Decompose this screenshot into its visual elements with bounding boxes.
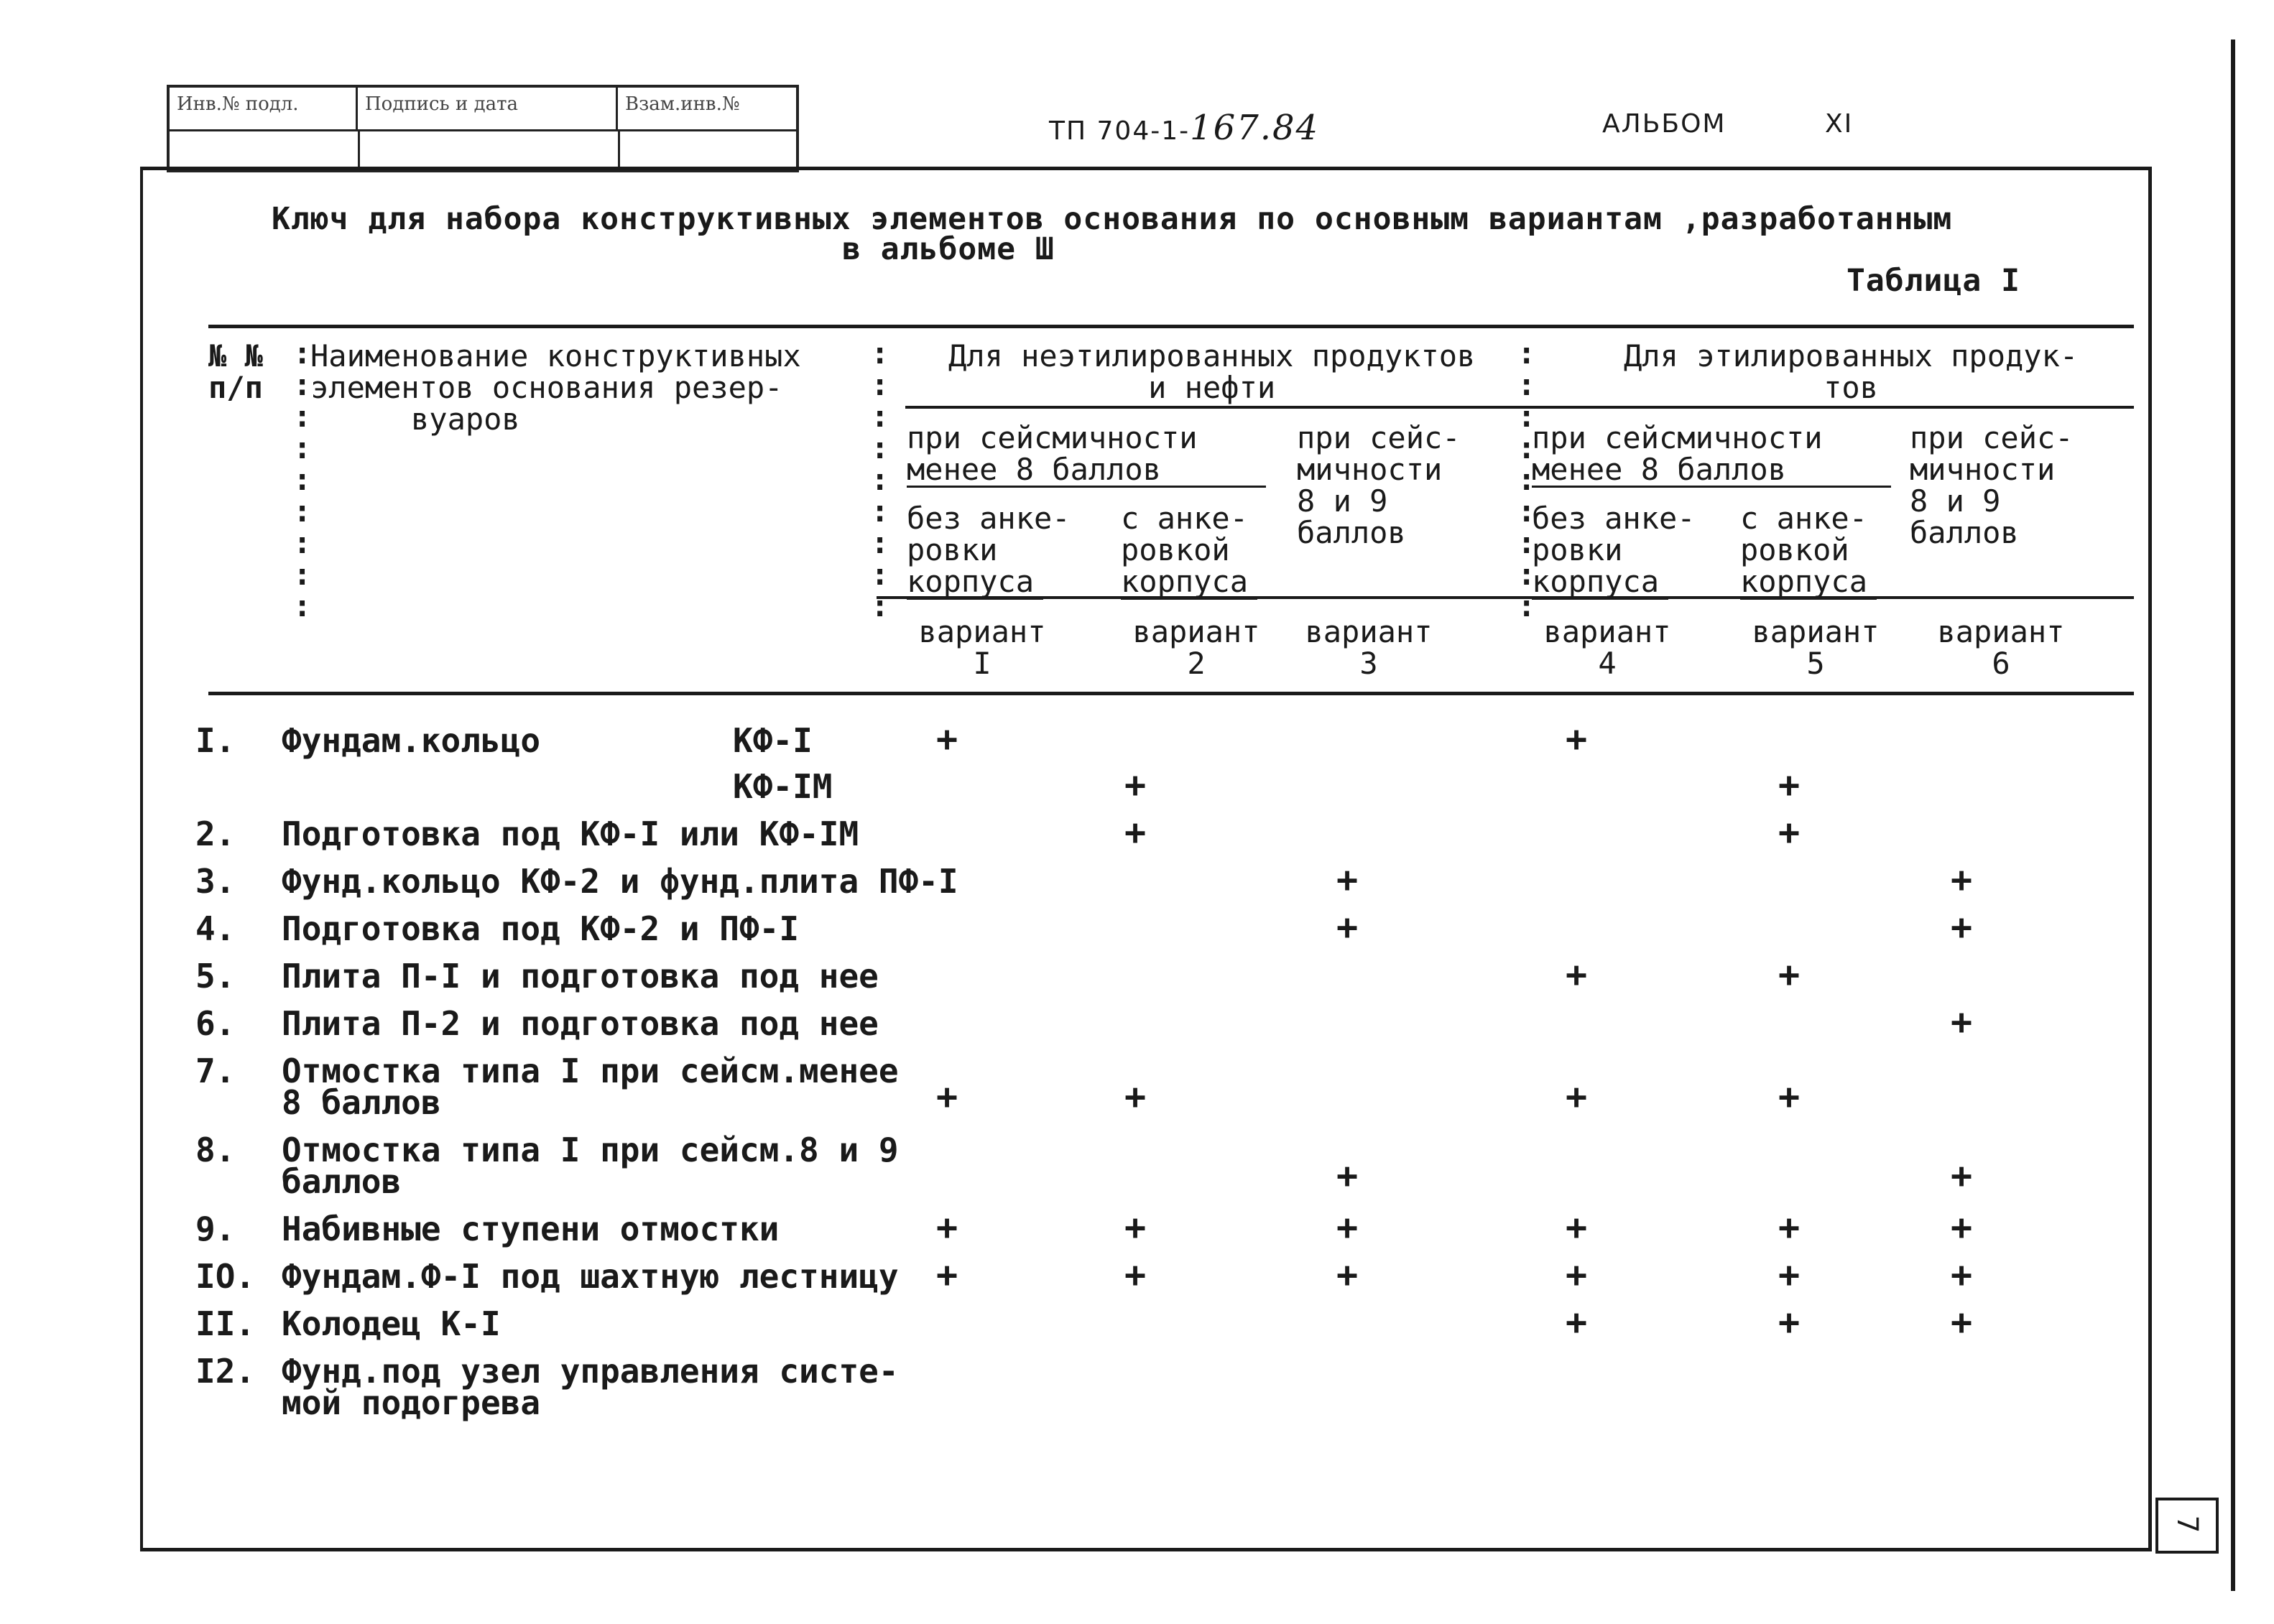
- variant-4-mark: +: [1565, 1207, 1588, 1248]
- row-number: II.: [195, 1304, 256, 1343]
- with-anchor-b-line1: с анке-: [1740, 501, 1868, 536]
- approval-stamp: [167, 85, 799, 172]
- col-no-line1: № №: [208, 338, 263, 373]
- variant-4-mark: +: [1565, 1301, 1588, 1343]
- right-edge-line: [2231, 40, 2235, 1591]
- no-anchor-b: [1532, 503, 1696, 600]
- variant-5-mark: +: [1778, 812, 1801, 853]
- row-number: 6.: [195, 1004, 236, 1043]
- group-a-line1: Для неэтилированных продуктов: [948, 338, 1476, 373]
- row-number: I.: [195, 721, 236, 760]
- seismic-89-b-line2: мичности: [1910, 452, 2056, 487]
- seismic-89-a-line3: 8 и 9: [1297, 483, 1388, 519]
- group-b-line2: тов: [1824, 370, 1878, 405]
- row-name: Подготовка под КФ-I или КФ-IМ: [282, 815, 859, 853]
- variant-5-mark: +: [1778, 954, 1801, 996]
- no-anchor-b-line3: корпуса: [1532, 566, 1668, 600]
- col-name-line2: элементов основания резер-: [310, 370, 783, 405]
- seismic-89-b-line3: 8 и 9: [1910, 483, 2001, 519]
- stamp-vline: [358, 129, 360, 170]
- variant-5-mark: +: [1778, 1254, 1801, 1296]
- album-label: АЛЬБОМ: [1602, 109, 1727, 139]
- seismic-89-b: [1910, 422, 2074, 549]
- row-name: Набивные ступени отмостки: [282, 1210, 780, 1248]
- album-number: XI: [1825, 109, 1854, 139]
- variant-label: вариант: [918, 614, 1046, 649]
- row-number: 9.: [195, 1210, 236, 1248]
- col-separator: : : : : : : : : :: [293, 335, 312, 623]
- variant-2-mark: +: [1124, 812, 1147, 853]
- group-b-line1: Для этилированных продук-: [1624, 338, 2079, 373]
- variant-2-header: [1121, 616, 1272, 679]
- variant-num: 6: [1992, 646, 2010, 681]
- table-label: Таблица I: [1847, 263, 2020, 299]
- variant-4-mark: +: [1565, 1076, 1588, 1118]
- with-anchor-b-line2: ровкой: [1740, 532, 1849, 567]
- header-bottom-rule: [208, 692, 2134, 695]
- row-name: Плита П-2 и подготовка под нее: [282, 1004, 879, 1043]
- tp-prefix: ТП 704-1-: [1049, 116, 1191, 146]
- row-number: 2.: [195, 815, 236, 853]
- row-name: Плита П-I и подготовка под нее: [282, 957, 879, 996]
- stamp-divider: [170, 129, 796, 131]
- variant-label: вариант: [1543, 614, 1671, 649]
- variant-6-mark: +: [1950, 859, 1973, 901]
- with-anchor-b: [1740, 503, 1877, 600]
- variant-1-mark: +: [935, 718, 958, 760]
- stamp-sign-label: Подпись и дата: [358, 88, 618, 129]
- row-name: Отмостка типа I при сейсм.8 и 9: [282, 1131, 899, 1169]
- variant-3-mark: +: [1336, 1207, 1359, 1248]
- stamp-replace-label: Взам.инв.№: [625, 93, 740, 115]
- table-title-line1: Ключ для набора конструктивных элементов основания по основным вариантам ,разработанным: [272, 201, 1953, 237]
- variant-6-mark: +: [1950, 1155, 1973, 1197]
- page-number-box: [2155, 1498, 2219, 1554]
- row-number: 8.: [195, 1131, 236, 1169]
- row-name: Подготовка под КФ-2 и ПФ-I: [282, 909, 800, 948]
- variant-6-header: [1926, 616, 2076, 679]
- variant-5-mark: +: [1778, 1301, 1801, 1343]
- variant-num: 2: [1187, 646, 1206, 681]
- tp-code: [1049, 108, 1319, 148]
- variant-5-mark: +: [1778, 764, 1801, 806]
- variant-2-mark: +: [1124, 1254, 1147, 1296]
- row-number: 7.: [195, 1052, 236, 1090]
- variant-label: вариант: [1305, 614, 1433, 649]
- seismic-lt8-b: [1532, 422, 1891, 488]
- with-anchor-a-line1: с анке-: [1121, 501, 1249, 536]
- row-name: мой подогрева: [282, 1383, 541, 1422]
- variant-5-header: [1740, 616, 1891, 679]
- seismic-89-a: [1297, 422, 1461, 549]
- variant-num: 4: [1598, 646, 1617, 681]
- col-no-header: [208, 340, 263, 404]
- no-anchor-a-line3: корпуса: [907, 566, 1043, 600]
- variant-3-mark: +: [1336, 1155, 1359, 1197]
- seismic-lt8-a-line1: при сейсмичности: [907, 420, 1198, 455]
- no-anchor-b-line2: ровки: [1532, 532, 1623, 567]
- row-name: 8 баллов: [282, 1083, 441, 1122]
- variant-4-mark: +: [1565, 1254, 1588, 1296]
- variant-3-mark: +: [1336, 1254, 1359, 1296]
- row-code: КФ-I: [733, 721, 813, 760]
- row-number: I2.: [195, 1352, 256, 1391]
- seismic-lt8-a-line2: менее 8 баллов: [907, 454, 1266, 488]
- row-name: Отмостка типа I при сейсм.менее: [282, 1052, 899, 1090]
- row-name: Фундам.кольцо: [282, 721, 541, 760]
- variant-5-mark: +: [1778, 1207, 1801, 1248]
- seismic-89-b-line1: при сейс-: [1910, 420, 2074, 455]
- seismic-lt8-b-line1: при сейсмичности: [1532, 420, 1823, 455]
- stamp-inv-label: Инв.№ подл.: [170, 88, 358, 129]
- variant-label: вариант: [1132, 614, 1260, 649]
- variant-2-mark: +: [1124, 1207, 1147, 1248]
- seismic-89-a-line1: при сейс-: [1297, 420, 1461, 455]
- variant-2-mark: +: [1124, 1076, 1147, 1118]
- variant-1-mark: +: [935, 1207, 958, 1248]
- seismic-lt8-b-line2: менее 8 баллов: [1532, 454, 1891, 488]
- variant-1-mark: +: [935, 1076, 958, 1118]
- no-anchor-a-line2: ровки: [907, 532, 998, 567]
- page-mark: 7: [2171, 1515, 2204, 1533]
- with-anchor-a: [1121, 503, 1257, 600]
- col-no-line2: п/п: [208, 370, 263, 405]
- col-name-line1: Наименование конструктивных: [310, 338, 801, 373]
- variant-6-mark: +: [1950, 1001, 1973, 1043]
- seismic-89-a-line4: баллов: [1297, 515, 1406, 550]
- variant-4-mark: +: [1565, 718, 1588, 760]
- variant-num: 3: [1359, 646, 1378, 681]
- row-number: IO.: [195, 1257, 256, 1296]
- variant-3-header: [1293, 616, 1444, 679]
- group-a-header: [948, 340, 1475, 404]
- stamp-vline: [618, 129, 620, 170]
- variant-6-mark: +: [1950, 906, 1973, 948]
- variant-num: I: [973, 646, 992, 681]
- row-name: Фунд.кольцо КФ-2 и фунд.плита ПФ-I: [282, 862, 958, 901]
- row-name: Колодец К-I: [282, 1304, 501, 1343]
- no-anchor-b-line1: без анке-: [1532, 501, 1696, 536]
- seismic-lt8-a: [907, 422, 1266, 488]
- variant-4-mark: +: [1565, 954, 1588, 996]
- row-code: КФ-IМ: [733, 767, 833, 806]
- row-name: Фунд.под узел управления систе-: [282, 1352, 899, 1391]
- col-separator: : : : : : : : : :: [871, 335, 889, 623]
- table-title-line2: в альбоме Ш: [842, 231, 1055, 267]
- variant-5-mark: +: [1778, 1076, 1801, 1118]
- seismic-89-b-line4: баллов: [1910, 515, 2019, 550]
- variant-label: вариант: [1752, 614, 1880, 649]
- group-b-header: [1624, 340, 2078, 404]
- col-name-line3: вуаров: [411, 402, 520, 437]
- variant-num: 5: [1806, 646, 1825, 681]
- no-anchor-a: [907, 503, 1071, 600]
- variant-3-mark: +: [1336, 859, 1359, 901]
- variant-4-header: [1532, 616, 1683, 679]
- col-name-header: [310, 340, 801, 435]
- variant-3-mark: +: [1336, 906, 1359, 948]
- row-number: 3.: [195, 862, 236, 901]
- variant-6-mark: +: [1950, 1207, 1973, 1248]
- variant-label: вариант: [1937, 614, 2065, 649]
- with-anchor-b-line3: корпуса: [1740, 566, 1877, 600]
- variant-1-header: [907, 616, 1058, 679]
- row-name: Фундам.Ф-I под шахтную лестницу: [282, 1257, 899, 1296]
- with-anchor-a-line3: корпуса: [1121, 566, 1257, 600]
- group-a-line2: и нефти: [1148, 370, 1276, 405]
- variant-2-mark: +: [1124, 764, 1147, 806]
- no-anchor-a-line1: без анке-: [907, 501, 1071, 536]
- tp-number: 167.84: [1190, 108, 1320, 148]
- variant-6-mark: +: [1950, 1301, 1973, 1343]
- col-separator: : : : : : : : : :: [1517, 335, 1536, 623]
- seismic-89-a-line2: мичности: [1297, 452, 1443, 487]
- row-number: 5.: [195, 957, 236, 996]
- variant-1-mark: +: [935, 1254, 958, 1296]
- with-anchor-a-line2: ровкой: [1121, 532, 1230, 567]
- row-number: 4.: [195, 909, 236, 948]
- variant-6-mark: +: [1950, 1254, 1973, 1296]
- header-top-rule: [208, 325, 2134, 328]
- row-name: баллов: [282, 1162, 402, 1201]
